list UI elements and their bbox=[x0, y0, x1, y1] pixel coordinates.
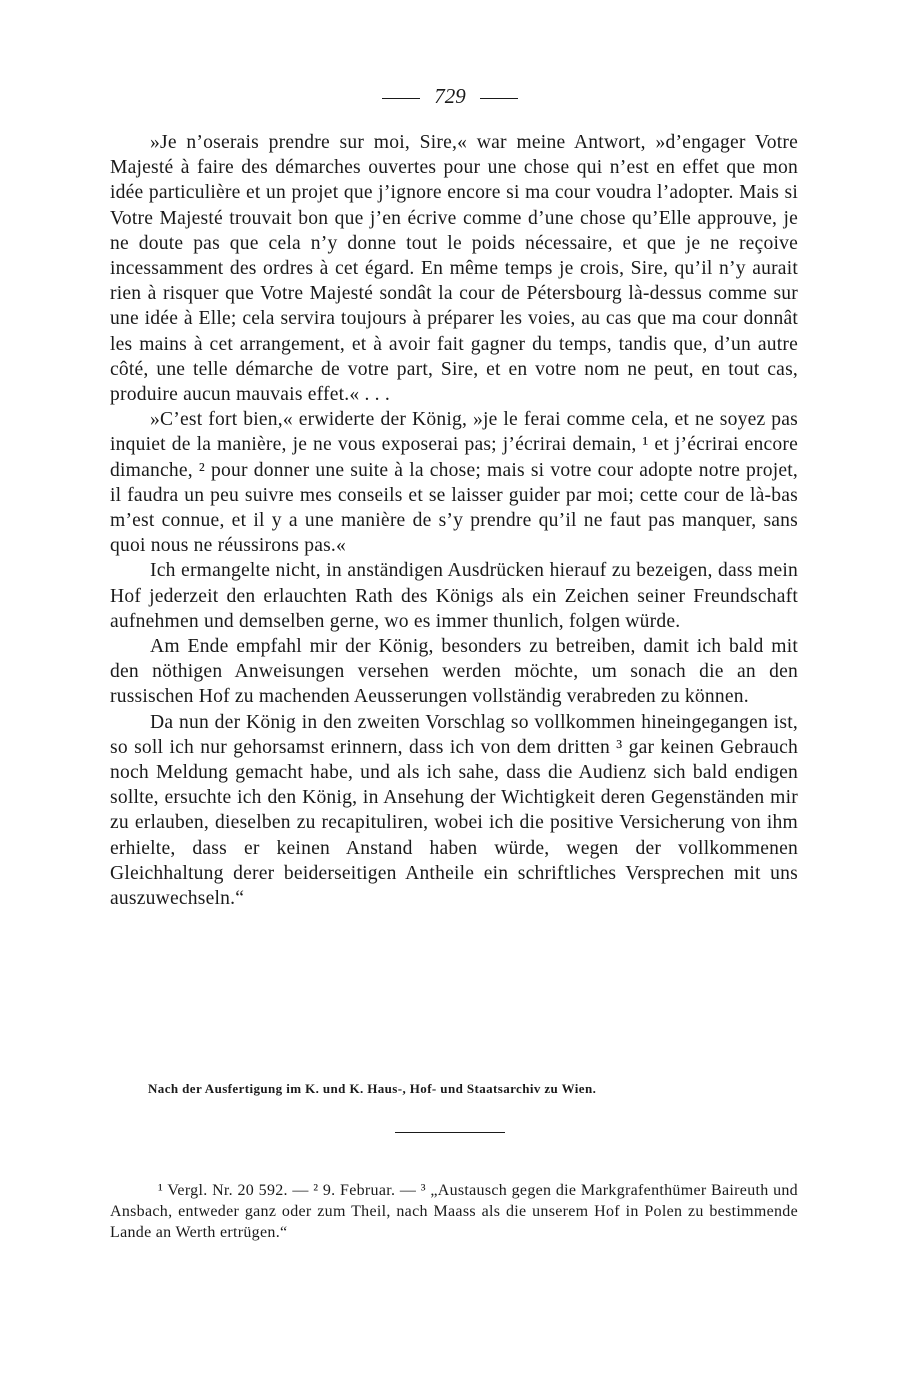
footnotes bbox=[110, 1180, 798, 1243]
page-number: 729 bbox=[434, 84, 466, 108]
paragraph-3: Ich ermangelte nicht, in anständigen Ausdrücken hierauf zu bezeigen, dass mein Hof jederzeit den erlauchten Rath des Königs als ein Zeichen seiner Freundschaft aufnehmen und demselben gerne, wo es immer thunlich, folgen würde. bbox=[110, 560, 798, 632]
header-rule-right bbox=[480, 98, 518, 99]
source-note: Nach der Ausfertigung im K. und K. Haus-, Hof- und Staatsarchiv zu Wien. bbox=[148, 1081, 597, 1096]
main-text bbox=[110, 130, 798, 911]
header-rule-left bbox=[382, 98, 420, 99]
page-header bbox=[0, 84, 900, 109]
paragraph-4: Am Ende empfahl mir der König, besonders zu betreiben, damit ich bald mit den nöthigen Anweisungen versehen werden möchte, um sonach die an den russischen Hof zu machenden Aeusserungen vollständig verabreden zu können. bbox=[110, 636, 798, 708]
footnote-separator bbox=[395, 1132, 505, 1133]
paragraph-2: »C’est fort bien,« erwiderte der König, »je le ferai comme cela, et ne soyez pas inquiet de la manière, je ne vous exposerai pas; j’écrirai demain, ¹ et j’écrirai encore dimanche, ² pour donner une suite à la chose; mais si votre cour adopte notre projet, il faudra un peu suivre mes conseils et se laisser guider par moi; cette cour de là-bas m’est connue, et il y a une manière de s’y prendre qu’il ne faut pas manquer, sans quoi nous ne réussirons pas.« bbox=[110, 409, 798, 557]
footnote-text: ¹ Vergl. Nr. 20 592. — ² 9. Februar. — ³ „Austausch gegen die Markgrafenthümer Baireuth und Ansbach, entweder ganz oder zum Theil, nach Maass als die unserem Hof in Polen zu bestimmende Lande an Werth ertrügen.“ bbox=[110, 1182, 798, 1241]
paragraph-1: »Je n’oserais prendre sur moi, Sire,« war meine Antwort, »d’engager Votre Majesté à faire des démarches ouvertes pour une chose qui n’est en effet que mon idée particulière et un projet que j’ignore encore si ma cour voudra l’adopter. Mais si Votre Majesté trouvait bon que j’en écrive comme d’une chose qu’Elle approuve, je ne doute pas que cela n’y donne tout le poids nécessaire, et que je ne reçoive incessamment des ordres à cet égard. En même temps je crois, Sire, qu’il n’y aurait rien à risquer que Votre Majesté sondât la cour de Pétersbourg là-dessus comme sur une idée à Elle; cela servira toujours à préparer les voies, au cas que ma cour donnât les mains à cet arrangement, et à avoir fait gagner du temps, tandis que, d’un autre côté, une telle démarche de votre part, Sire, et en votre nom ne peut, en tout cas, produire aucun mauvais effet.« . . . bbox=[110, 132, 798, 406]
paragraph-5: Da nun der König in den zweiten Vorschlag so vollkommen hineingegangen ist, so soll ich nur gehorsamst erinnern, dass ich von dem dritten ³ gar keinen Gebrauch noch Meldung gemacht habe, und als ich sahe, dass die Audienz sich bald endigen sollte, ersuchte ich den König, in Ansehung der Wichtigkeit deren Gegenständen mir zu erlauben, dieselben zu recapituliren, wobei ich die positive Versicherung von ihm erhielte, dass er keinen Anstand haben würde, wegen der vollkommenen Gleichhaltung derer beiderseitigen Antheile ein schriftliches Versprechen mit uns auszuwechseln.“ bbox=[110, 711, 798, 910]
